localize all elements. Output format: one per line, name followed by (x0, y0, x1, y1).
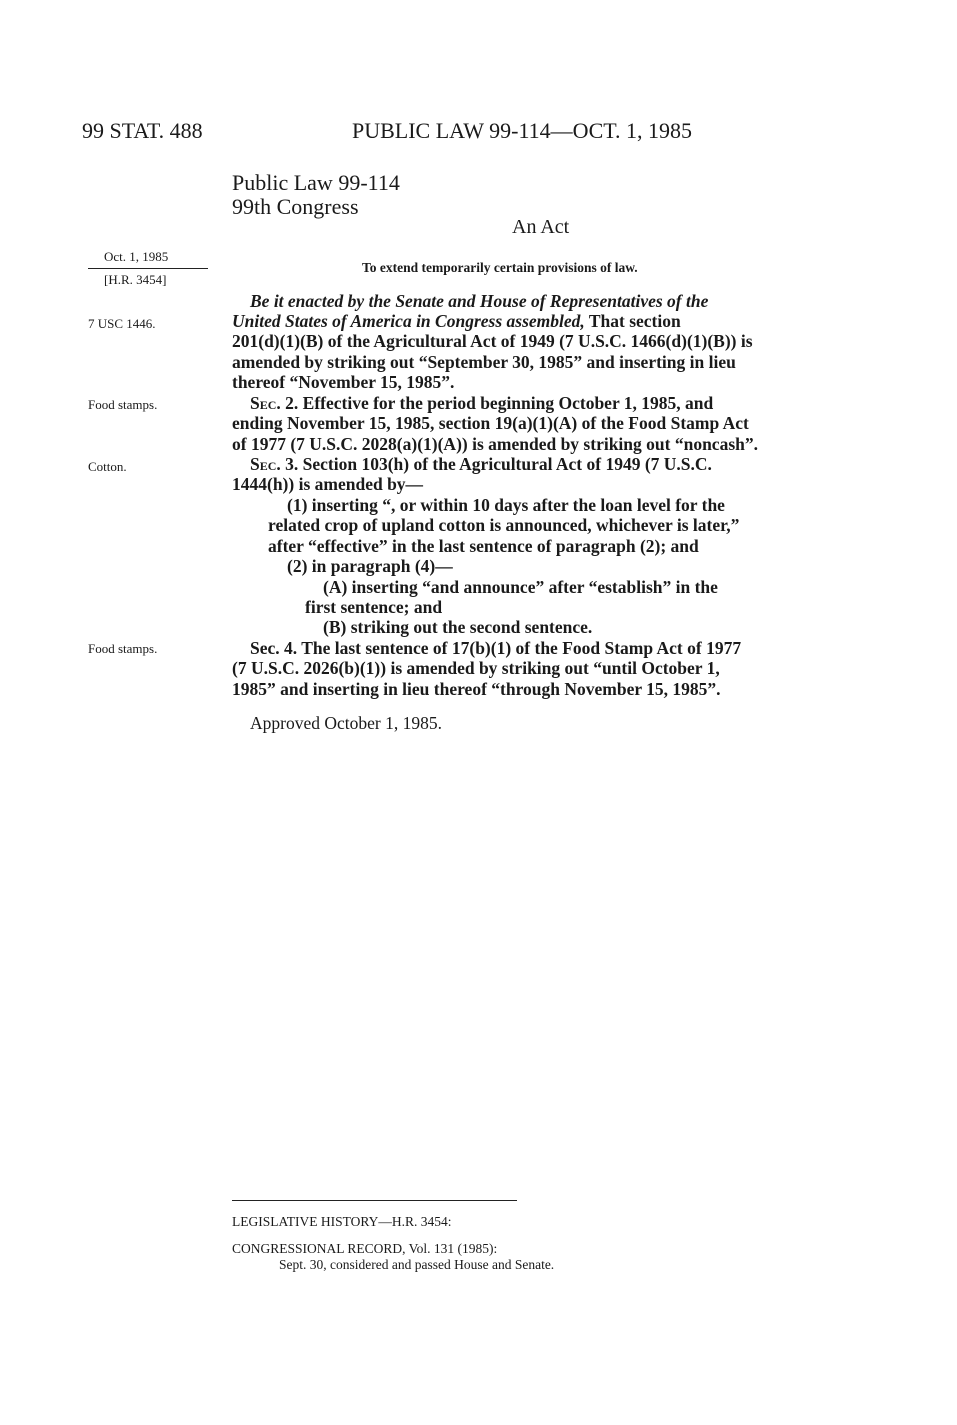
legislative-action: Sept. 30, considered and passed House and Senate. (279, 1257, 555, 1272)
margin-note-usc: 7 USC 1446. (88, 316, 156, 331)
body-line: of 1977 (7 U.S.C. 2028(a)(1)(A)) is amended by striking out “noncash”. (232, 434, 758, 454)
paragraph-1: (1) inserting “, or within 10 days after the loan level for the (287, 495, 725, 515)
body-line: thereof “November 15, 1985”. (232, 372, 455, 392)
congressional-record: CONGRESSIONAL RECORD, Vol. 131 (1985): (232, 1241, 498, 1256)
body-line: 201(d)(1)(B) of the Agricultural Act of 1949 (7 U.S.C. 1466(d)(1)(B)) is (232, 331, 753, 351)
body-line: ending November 15, 1985, section 19(a)(1)(A) of the Food Stamp Act (232, 413, 749, 433)
paragraph-2: (2) in paragraph (4)— (287, 556, 453, 576)
enacting-clause: United States of America in Congress assembled, (232, 311, 585, 331)
margin-bill-number: [H.R. 3454] (104, 272, 167, 287)
approval-date: Approved October 1, 1985. (250, 713, 442, 733)
section-2-label: Sec. 2. (250, 393, 299, 413)
body-text: That section (584, 311, 681, 331)
subparagraph-a: (A) inserting “and announce” after “establish” in the (323, 577, 718, 597)
section-2-line (250, 393, 713, 414)
margin-note-cotton: Cotton. (88, 459, 127, 474)
footnote-divider (232, 1200, 517, 1201)
public-law-number: Public Law 99-114 (232, 170, 400, 195)
body-line (232, 311, 681, 332)
body-line: amended by striking out “September 30, 1985” and inserting in lieu (232, 352, 736, 372)
body-line: 1985” and inserting in lieu thereof “through November 15, 1985”. (232, 679, 721, 699)
section-3-label: Sec. 3. (250, 454, 299, 474)
margin-note-food-stamps: Food stamps. (88, 641, 158, 656)
body-line: related crop of upland cotton is announced, whichever is later,” (268, 515, 740, 535)
body-text: Section 103(h) of the Agricultural Act of 1949 (7 U.S.C. (298, 454, 712, 474)
section-4-line: Sec. 4. The last sentence of 17(b)(1) of the Food Stamp Act of 1977 (250, 638, 742, 658)
body-line: first sentence; and (305, 597, 443, 617)
margin-note-food-stamps: Food stamps. (88, 397, 158, 412)
congress-number: 99th Congress (232, 194, 359, 219)
subparagraph-b: (B) striking out the second sentence. (323, 617, 593, 637)
enacting-clause: Be it enacted by the Senate and House of Representatives of the (250, 291, 709, 311)
margin-divider (88, 268, 208, 269)
body-line: 1444(h)) is amended by— (232, 474, 424, 494)
body-line: (7 U.S.C. 2026(b)(1)) is amended by striking out “until October 1, (232, 658, 720, 678)
section-3-line (250, 454, 712, 475)
legislative-history-title: LEGISLATIVE HISTORY—H.R. 3454: (232, 1214, 452, 1229)
act-heading: An Act (512, 216, 570, 238)
act-purpose: To extend temporarily certain provisions of law. (362, 260, 638, 275)
margin-date: Oct. 1, 1985 (104, 249, 169, 264)
running-title: PUBLIC LAW 99-114—OCT. 1, 1985 (352, 118, 693, 143)
body-text: Effective for the period beginning October 1, 1985, and (298, 393, 714, 413)
body-line: after “effective” in the last sentence of paragraph (2); and (268, 536, 699, 556)
stat-page-number: 99 STAT. 488 (82, 118, 203, 143)
